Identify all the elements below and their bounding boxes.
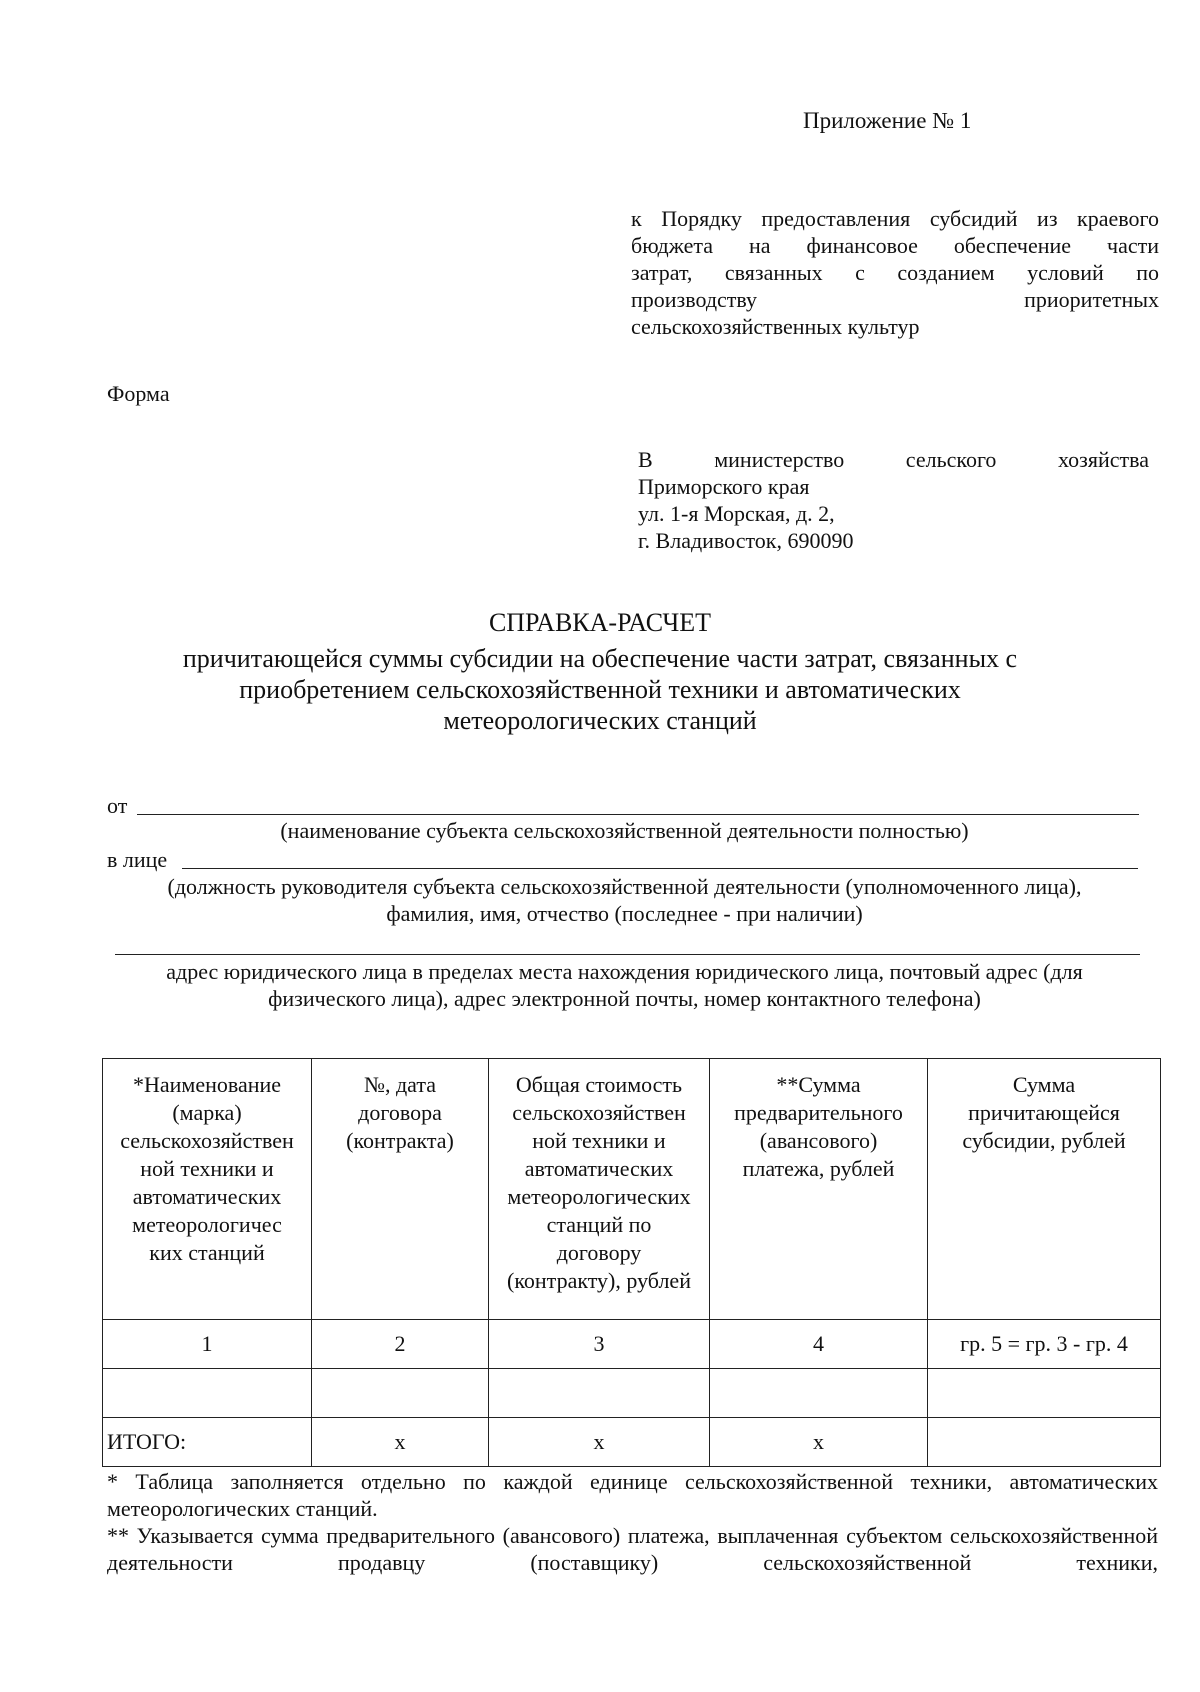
total-cell: x	[710, 1418, 928, 1467]
data-entry-cell[interactable]	[103, 1369, 312, 1418]
header-line: метеорологических	[507, 1184, 691, 1209]
address-fill-line[interactable]	[115, 954, 1140, 955]
header-line: договору	[556, 1240, 642, 1265]
header-line: Сумма	[1012, 1072, 1076, 1097]
header-line: №, дата	[363, 1072, 437, 1097]
data-entry-cell[interactable]	[710, 1369, 928, 1418]
address-caption-line: адрес юридического лица в пределах места нахождения юридического лица, почтовый адрес (для	[166, 959, 1083, 984]
column-number-row	[103, 1320, 1161, 1369]
addressee-line: Приморского края	[638, 474, 810, 499]
addressee-line: В министерство сельского хозяйства	[638, 447, 1149, 472]
header-line: договора	[358, 1100, 442, 1125]
appendix-line: производству приоритетных	[631, 287, 1159, 312]
header-line: станций по	[546, 1212, 652, 1237]
footnote: * Таблица заполняется отдельно по каждой единице сельскохозяйственной техники, автоматических метеорологических станций.	[107, 1469, 1158, 1521]
total-cell: x	[489, 1418, 710, 1467]
appendix-title: Приложение № 1	[803, 108, 972, 133]
data-entry-cell[interactable]	[312, 1369, 489, 1418]
person-caption-line: (должность руководителя субъекта сельскохозяйственной деятельности (уполномоченного лица),	[167, 874, 1082, 899]
header-line: *Наименование	[132, 1072, 282, 1097]
appendix-line: затрат, связанных с созданием условий по	[631, 260, 1159, 285]
header-line: ной техники и	[532, 1128, 666, 1153]
header-line: предварительного	[734, 1100, 903, 1125]
person-fill-line[interactable]	[182, 868, 1138, 869]
column-number-cell: 4	[710, 1320, 928, 1369]
column-number-cell: 1	[103, 1320, 312, 1369]
addressee-line: ул. 1-я Морская, д. 2,	[638, 501, 835, 526]
subtitle-line: приобретением сельскохозяйственной техники и автоматических	[239, 675, 961, 704]
appendix-line: сельскохозяйственных культур	[631, 314, 920, 339]
header-line: (марка)	[172, 1100, 242, 1125]
header-cell-equipment-name	[103, 1059, 312, 1320]
header-line: причитающейся	[968, 1100, 1120, 1125]
header-line: **Сумма	[776, 1072, 861, 1097]
header-line: ной техники и	[140, 1156, 274, 1181]
footnote: ** Указывается сумма предварительного (авансового) платежа, выплаченная субъектом сельскохозяйственной деятельности продавцу (поставщику) сельскохозяйственной техники,	[107, 1523, 1158, 1575]
header-line: субсидии, рублей	[962, 1128, 1126, 1153]
from-label: от	[107, 793, 128, 818]
table-header-row	[103, 1059, 1161, 1320]
data-entry-cell[interactable]	[489, 1369, 710, 1418]
document-title: СПРАВКА-РАСЧЕТ	[488, 608, 712, 637]
header-line: (авансового)	[759, 1128, 878, 1153]
header-cell-total-cost	[489, 1059, 710, 1320]
header-cell-advance-payment	[710, 1059, 928, 1320]
from-caption: (наименование субъекта сельскохозяйственной деятельности полностью)	[280, 818, 969, 843]
header-line: сельскохозяйствен	[512, 1100, 686, 1125]
person-caption-line: фамилия, имя, отчество (последнее - при наличии)	[386, 901, 863, 926]
appendix-line: к Порядку предоставления субсидий из краевого	[631, 206, 1159, 231]
form-label: Форма	[107, 381, 170, 406]
data-entry-cell[interactable]	[928, 1369, 1161, 1418]
from-fill-line[interactable]	[137, 814, 1139, 815]
header-line: автоматических	[524, 1156, 674, 1181]
column-number-cell: 3	[489, 1320, 710, 1369]
calculation-table	[102, 1058, 1161, 1467]
header-line: (контракту), рублей	[507, 1268, 691, 1293]
header-line: Общая стоимость	[515, 1072, 683, 1097]
total-row	[103, 1418, 1161, 1467]
total-label-cell: ИТОГО:	[103, 1418, 312, 1467]
header-line: ких станций	[149, 1240, 265, 1265]
column-number-cell: гр. 5 = гр. 3 - гр. 4	[928, 1320, 1161, 1369]
data-entry-row	[103, 1369, 1161, 1418]
addressee-block	[638, 446, 1149, 554]
person-label: в лице	[107, 847, 168, 872]
address-caption-line: физического лица), адрес электронной почты, номер контактного телефона)	[268, 986, 981, 1011]
header-cell-contract	[312, 1059, 489, 1320]
person-caption	[107, 873, 1142, 927]
header-line: метеорологичес	[132, 1212, 282, 1237]
header-line: автоматических	[132, 1184, 282, 1209]
total-cell[interactable]	[928, 1418, 1161, 1467]
subtitle-line: метеорологических станций	[443, 706, 757, 735]
footnotes	[107, 1468, 1158, 1576]
total-cell: x	[312, 1418, 489, 1467]
column-number-cell: 2	[312, 1320, 489, 1369]
header-line: платежа, рублей	[742, 1156, 895, 1181]
appendix-line: бюджета на финансовое обеспечение части	[631, 233, 1159, 258]
header-cell-subsidy-amount	[928, 1059, 1161, 1320]
address-caption	[107, 958, 1142, 1012]
appendix-description	[631, 205, 1159, 340]
document-subtitle	[140, 643, 1060, 736]
addressee-line: г. Владивосток, 690090	[638, 528, 854, 553]
subtitle-line: причитающейся суммы субсидии на обеспечение части затрат, связанных с	[182, 644, 1018, 673]
header-line: (контракта)	[346, 1128, 454, 1153]
header-line: сельскохозяйствен	[120, 1128, 294, 1153]
